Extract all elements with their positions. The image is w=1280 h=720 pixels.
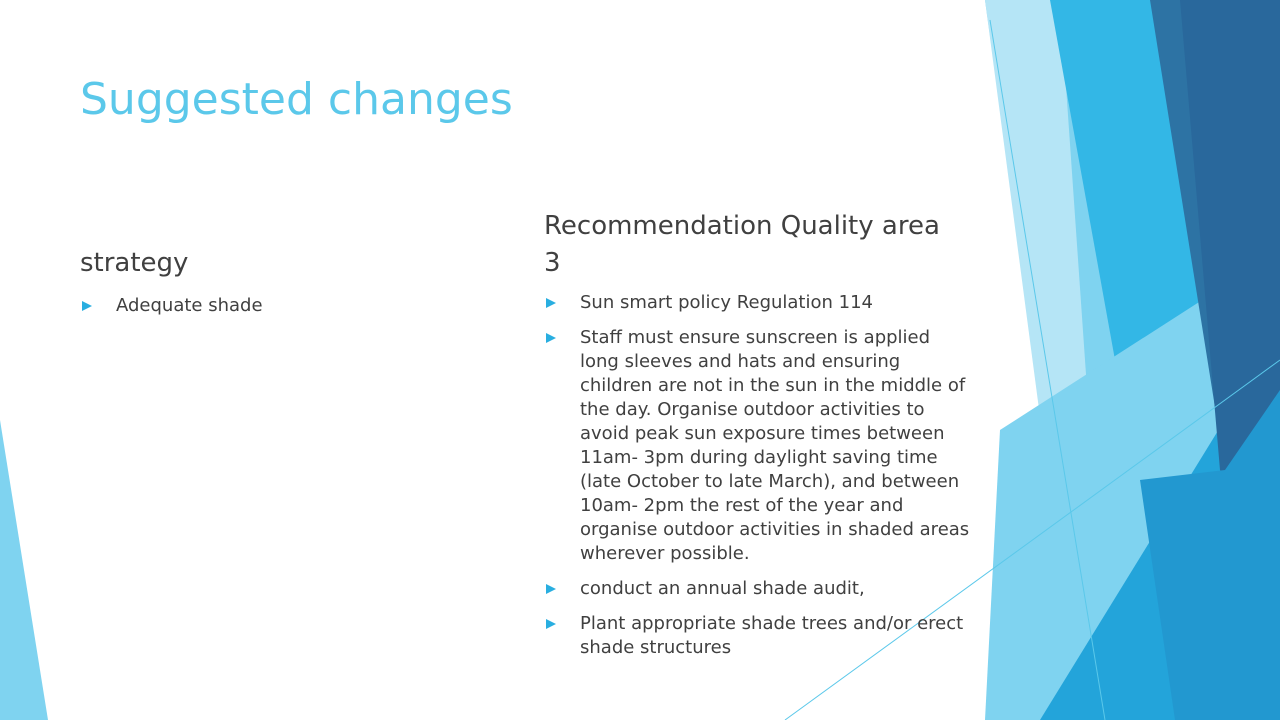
list-item bbox=[544, 291, 974, 315]
strategy-list bbox=[80, 294, 480, 318]
triangle-bullet-icon bbox=[546, 584, 556, 594]
list-item-text: Sun smart policy Regulation 114 bbox=[580, 292, 873, 313]
list-item bbox=[544, 612, 974, 660]
list-item bbox=[544, 577, 974, 601]
strategy-heading: strategy bbox=[80, 248, 189, 278]
triangle-bullet-icon bbox=[546, 619, 556, 629]
list-item bbox=[544, 326, 974, 566]
triangle-bullet-icon bbox=[82, 301, 92, 311]
list-item-text: Plant appropriate shade trees and/or erect shade structures bbox=[580, 613, 964, 658]
recommendation-list bbox=[544, 291, 974, 671]
list-item-text: Staff must ensure sunscreen is applied long sleeves and hats and ensuring children are not in the sun in the middle of the day. Organise outdoor activities to avoid peak sun exposure times between 11am- 3pm during daylight saving time (late October to late March), and between 10am- 2pm the rest of the year and organise outdoor activities in shaded areas wherever possible. bbox=[580, 327, 970, 564]
list-item-text: conduct an annual shade audit, bbox=[580, 578, 865, 599]
recommendation-heading: Recommendation Quality area 3 bbox=[544, 211, 940, 278]
triangle-bullet-icon bbox=[546, 298, 556, 308]
slide-title: Suggested changes bbox=[80, 74, 513, 125]
list-item bbox=[80, 294, 480, 318]
left-accent-shape bbox=[0, 420, 48, 720]
triangle-bullet-icon bbox=[546, 333, 556, 343]
list-item-text: Adequate shade bbox=[116, 295, 263, 316]
